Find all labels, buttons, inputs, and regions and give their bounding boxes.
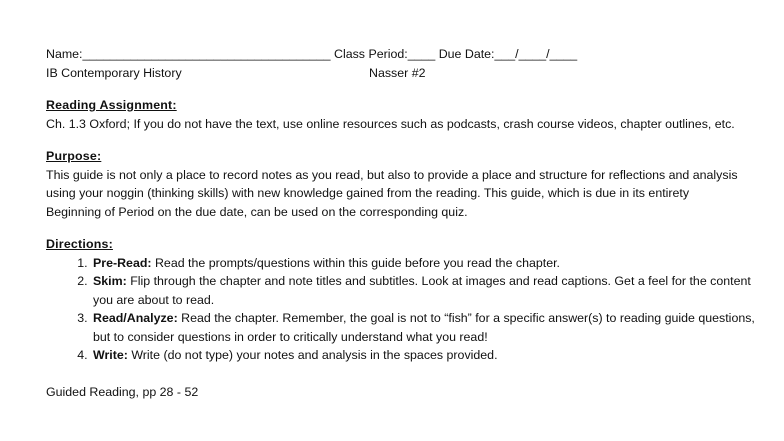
directions-list [46,254,766,365]
reading-assignment-text: Ch. 1.3 Oxford; If you do not have the text, use online resources such as podcasts, crash course videos, chapter outlines, etc. [46,116,735,131]
list-item [91,309,766,346]
course-name: IB Contemporary History [46,65,182,80]
direction-label: Skim: [93,274,127,288]
direction-label: Read/Analyze: [93,311,178,325]
list-item [91,272,766,309]
list-item [91,346,766,365]
direction-label: Write: [93,348,128,362]
directions-heading: Directions: [46,237,113,251]
direction-text: Read the chapter. Remember, the goal is not to “fish” for a specific answer(s) to reading guide questions, but to consider questions in order to critically understand what you read! [93,311,755,344]
direction-text: Write (do not type) your notes and analysis in the spaces provided. [127,348,498,362]
list-item [91,254,766,273]
direction-text: Flip through the chapter and note titles and subtitles. Look at images and read captions. Get a feel for the content you are about to read. [93,274,751,307]
direction-text: Read the prompts/questions within this guide before you read the chapter. [151,255,560,270]
document-title: Nasser #2 [369,65,426,80]
purpose-heading: Purpose: [46,149,102,163]
course-row [46,64,764,83]
page-footer: Guided Reading, pp 28 - 52 [46,384,199,399]
reading-assignment-heading: Reading Assignment: [46,98,177,112]
name-period-date-line: Name:____________________________________ Class Period:____ Due Date:___/____/____ [46,47,578,61]
purpose-text: This guide is not only a place to record notes as you read, but also to provide a place and structure for reflections and analysis using your noggin (thinking skills) with new knowledge gained from the reading. This guide, which is due in its entirety Beginning of Period on the due date, can be used on the corresponding quiz. [46,167,738,219]
direction-label: Pre-Read: [93,255,152,270]
